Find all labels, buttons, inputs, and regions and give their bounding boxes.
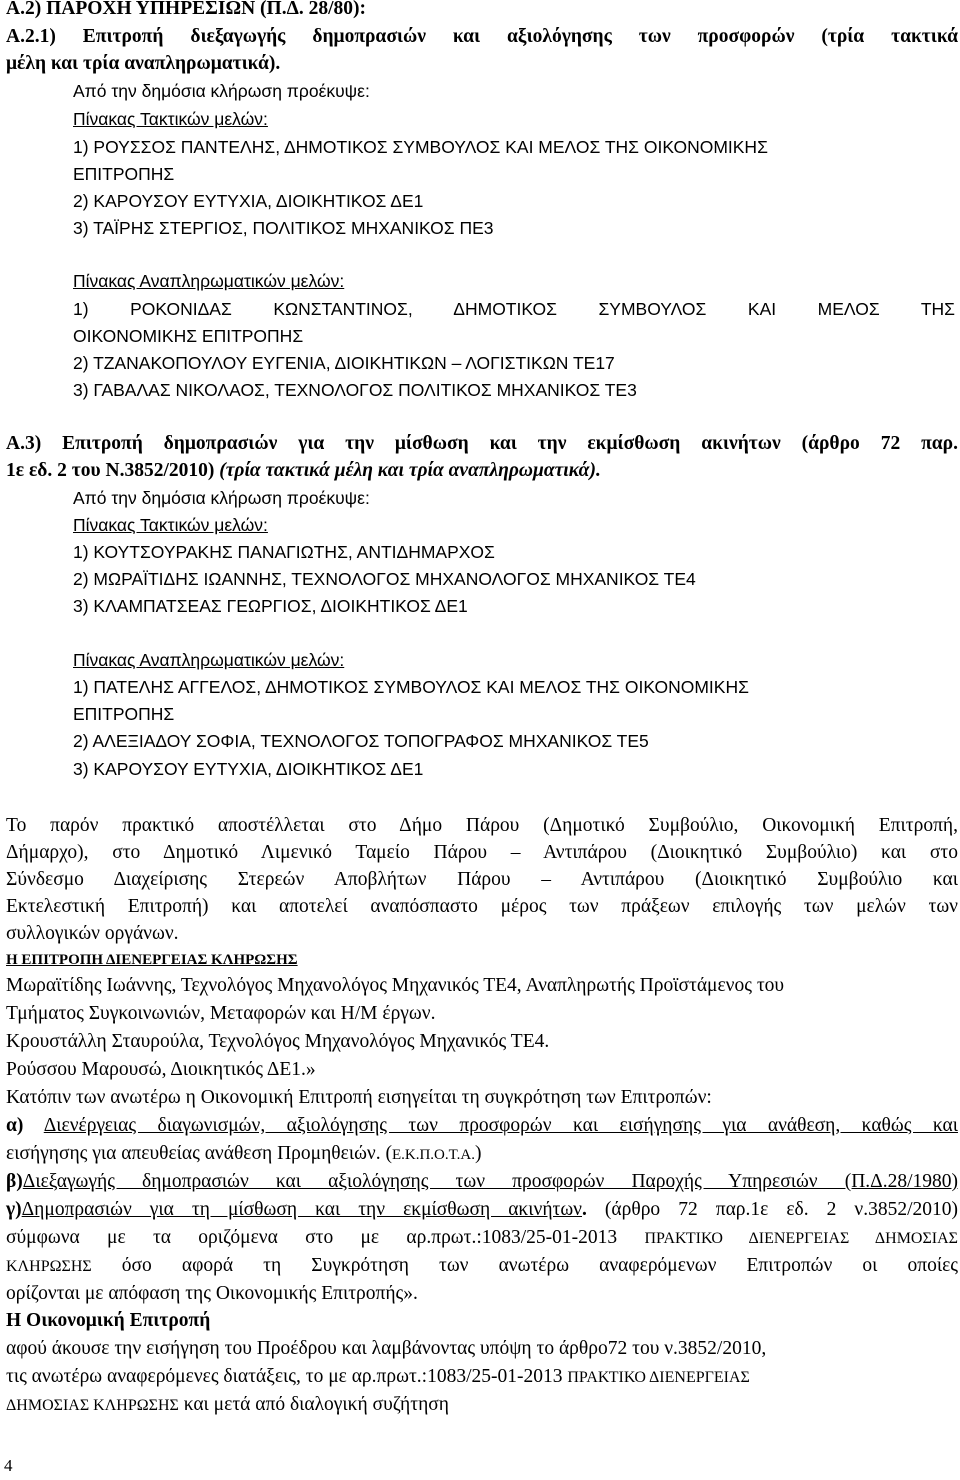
section-a21-title-cont: μέλη και τρία αναπληρωματικά). <box>6 53 281 74</box>
section-a21-title: Α.2.1) Επιτροπή διεξαγωγής δημοπρασιών και αξιολόγησης των προσφορών (τρία τακτικά <box>6 26 958 47</box>
list-item: 3) ΚΑΡΟΥΣΟΥ ΕΥΤΥΧΙΑ, ΔΙΟΙΚΗΤΙΚΟΣ ΔΕ1 <box>73 759 424 779</box>
decision-line: ΔΗΜΟΣΙΑΣ ΚΛΗΡΩΣΗΣ και μετά από διαλογική συζήτηση <box>6 1394 449 1415</box>
list-item: 2) ΜΩΡΑΪΤΙΔΗΣ ΙΩΑΝΝΗΣ, ΤΕΧΝΟΛΟΓΟΣ ΜΗΧΑΝΟΛΟΓΟΣ ΜΗΧΑΝΙΚΟΣ ΤΕ4 <box>73 569 696 589</box>
decision-line: αφού άκουσε την εισήγηση του Προέδρου και λαμβάνοντας υπόψη το άρθρο72 του ν.3852/2010, <box>6 1338 767 1359</box>
draw-intro: Από την δημόσια κλήρωση προέκυψε: <box>73 488 370 508</box>
list-item: 2) ΤΖΑΝΑΚΟΠΟΥΛΟΥ ΕΥΓΕΝΙΑ, ΔΙΟΙΚΗΤΙΚΩΝ – ΛΟΓΙΣΤΙΚΩΝ ΤΕ17 <box>73 353 615 373</box>
committee-member-line: Τμήματος Συγκοινωνιών, Μεταφορών και Η/Μ έργων. <box>6 1003 436 1024</box>
section-a2-heading: Α.2) ΠΑΡΟΧΗ ΥΠΗΡΕΣΙΩΝ (Π.Δ. 28/80): <box>6 0 366 19</box>
list-item: 1) ΚΟΥΤΣΟΥΡΑΚΗΣ ΠΑΝΑΓΙΩΤΗΣ, ΑΝΤΙΔΗΜΑΡΧΟΣ <box>73 542 495 562</box>
section-a3-title-cont: 1ε εδ. 2 του Ν.3852/2010) (τρία τακτικά μέλη και τρία αναπληρωματικά). <box>6 460 601 481</box>
proposal-item-b: β)Διεξαγωγής δημοπρασιών και αξιολόγησης των προσφορών Παροχής Υπηρεσιών (Π.Δ.28/1980) <box>6 1171 958 1192</box>
proposal-reference: ορίζονται με απόφαση της Οικονομικής Επιτροπής». <box>6 1283 418 1304</box>
committee-member-line: Κρουστάλλη Σταυρούλα, Τεχνολόγος Μηχανολόγος Μηχανικός ΤΕ4. <box>6 1031 550 1052</box>
substitute-members-title: Πίνακας Αναπληρωματικών μελών: <box>73 271 345 291</box>
page-number: 4 <box>4 1456 13 1475</box>
proposal-intro: Κατόπιν των ανωτέρω η Οικονομική Επιτροπή εισηγείται τη συγκρότηση των Επιτροπών: <box>6 1087 712 1108</box>
list-item: ΕΠΙΤΡΟΠΗΣ <box>73 704 175 724</box>
list-item: 3) ΤΑΪΡΗΣ ΣΤΕΡΓΙΟΣ, ΠΟΛΙΤΙΚΟΣ ΜΗΧΑΝΙΚΟΣ ΠΕ3 <box>73 218 494 238</box>
regular-members-title: Πίνακας Τακτικών μελών: <box>73 109 268 129</box>
committee-title: Η ΕΠΙΤΡΟΠΗ ΔΙΕΝΕΡΓΕΙΑΣ ΚΛΗΡΩΣΗΣ <box>6 952 298 968</box>
substitute-members-title: Πίνακας Αναπληρωματικών μελών: <box>73 650 345 670</box>
list-item: 1) ΡΟΥΣΣΟΣ ΠΑΝΤΕΛΗΣ, ΔΗΜΟΤΙΚΟΣ ΣΥΜΒΟΥΛΟΣ ΚΑΙ ΜΕΛΟΣ ΤΗΣ ΟΙΚΟΝΟΜΙΚΗΣ <box>73 137 768 157</box>
dispatch-paragraph-line: Εκτελεστική Επιτροπή) και αποτελεί αναπόσπαστο μέρος των πράξεων επιλογής των μελών των <box>6 896 958 917</box>
list-item: 3) ΓΑΒΑΛΑΣ ΝΙΚΟΛΑΟΣ, ΤΕΧΝΟΛΟΓΟΣ ΠΟΛΙΤΙΚΟΣ ΜΗΧΑΝΙΚΟΣ ΤΕ3 <box>73 380 637 400</box>
section-a3-title: Α.3) Επιτροπή δημοπρασιών για την μίσθωση και την εκμίσθωση ακινήτων (άρθρο 72 παρ. <box>6 433 958 454</box>
list-item: 2) ΚΑΡΟΥΣΟΥ ΕΥΤΥΧΙΑ, ΔΙΟΙΚΗΤΙΚΟΣ ΔΕ1 <box>73 191 424 211</box>
list-item: ΕΠΙΤΡΟΠΗΣ <box>73 164 175 184</box>
proposal-reference: ΚΛΗΡΩΣΗΣ όσο αφορά τη Συγκρότηση των ανωτέρω αναφερόμενων Επιτροπών οι οποίες <box>6 1255 958 1276</box>
dispatch-paragraph-line: συλλογικών οργάνων. <box>6 923 179 944</box>
draw-intro: Από την δημόσια κλήρωση προέκυψε: <box>73 81 370 101</box>
list-item: 3) ΚΛΑΜΠΑΤΣΕΑΣ ΓΕΩΡΓΙΟΣ, ΔΙΟΙΚΗΤΙΚΟΣ ΔΕ1 <box>73 596 468 616</box>
dispatch-paragraph-line: Το παρόν πρακτικό αποστέλλεται στο Δήμο Πάρου (Δημοτικό Συμβούλιο, Οικονομική Επιτροπή, <box>6 815 958 836</box>
decision-line: τις ανωτέρω αναφερόμενες διατάξεις, το με αρ.πρωτ.:1083/25-01-2013 ΠΡΑΚΤΙΚΟ ΔΙΕΝΕΡΓΕΙΑΣ <box>6 1366 750 1387</box>
proposal-item-a-cont: εισήγησης για απευθείας ανάθεση Προμηθειών. (Ε.Κ.Π.Ο.Τ.Α.) <box>6 1143 482 1164</box>
decision-title: Η Οικονομική Επιτροπή <box>6 1310 211 1331</box>
committee-member-line: Μωραϊτίδης Ιωάννης, Τεχνολόγος Μηχανολόγος Μηχανικός ΤΕ4, Αναπληρωτής Προϊστάμενος του <box>6 975 785 996</box>
regular-members-title: Πίνακας Τακτικών μελών: <box>73 515 268 535</box>
proposal-reference: σύμφωνα με τα οριζόμενα στο με αρ.πρωτ.:1083/25-01-2013 ΠΡΑΚΤΙΚΟ ΔΙΕΝΕΡΓΕΙΑΣ ΔΗΜΟΣΙΑΣ <box>6 1227 958 1248</box>
dispatch-paragraph-line: Σύνδεσμο Διαχείρισης Στερεών Αποβλήτων Πάρου – Αντιπάρου (Διοικητικό Συμβούλιο και <box>6 869 958 890</box>
committee-member-line: Ρούσσου Μαρουσώ, Διοικητικός ΔΕ1.» <box>6 1059 316 1080</box>
list-item: 2) ΑΛΕΞΙΑΔΟΥ ΣΟΦΙΑ, ΤΕΧΝΟΛΟΓΟΣ ΤΟΠΟΓΡΑΦΟΣ ΜΗΧΑΝΙΚΟΣ ΤΕ5 <box>73 731 649 751</box>
list-item: 1) ΡΟΚΟΝΙΔΑΣ ΚΩΝΣΤΑΝΤΙΝΟΣ, ΔΗΜΟΤΙΚΟΣ ΣΥΜΒΟΥΛΟΣ ΚΑΙ ΜΕΛΟΣ ΤΗΣ <box>73 299 955 319</box>
dispatch-paragraph-line: Δήμαρχο), στο Δημοτικό Λιμενικό Ταμείο Πάρου – Αντιπάρου (Διοικητικό Συμβούλιο) και στο <box>6 842 958 863</box>
proposal-item-c: γ)Δημοπρασιών για τη μίσθωση και την εκμίσθωση ακινήτων. (άρθρο 72 παρ.1ε εδ. 2 ν.3852/2010) <box>6 1199 958 1220</box>
proposal-item-a: α) Διενέργειας διαγωνισμών, αξιολόγησης των προσφορών και εισήγησης για ανάθεση, καθώς και <box>6 1115 958 1136</box>
list-item: 1) ΠΑΤΕΛΗΣ ΑΓΓΕΛΟΣ, ΔΗΜΟΤΙΚΟΣ ΣΥΜΒΟΥΛΟΣ ΚΑΙ ΜΕΛΟΣ ΤΗΣ ΟΙΚΟΝΟΜΙΚΗΣ <box>73 677 749 697</box>
list-item: ΟΙΚΟΝΟΜΙΚΗΣ ΕΠΙΤΡΟΠΗΣ <box>73 326 304 346</box>
